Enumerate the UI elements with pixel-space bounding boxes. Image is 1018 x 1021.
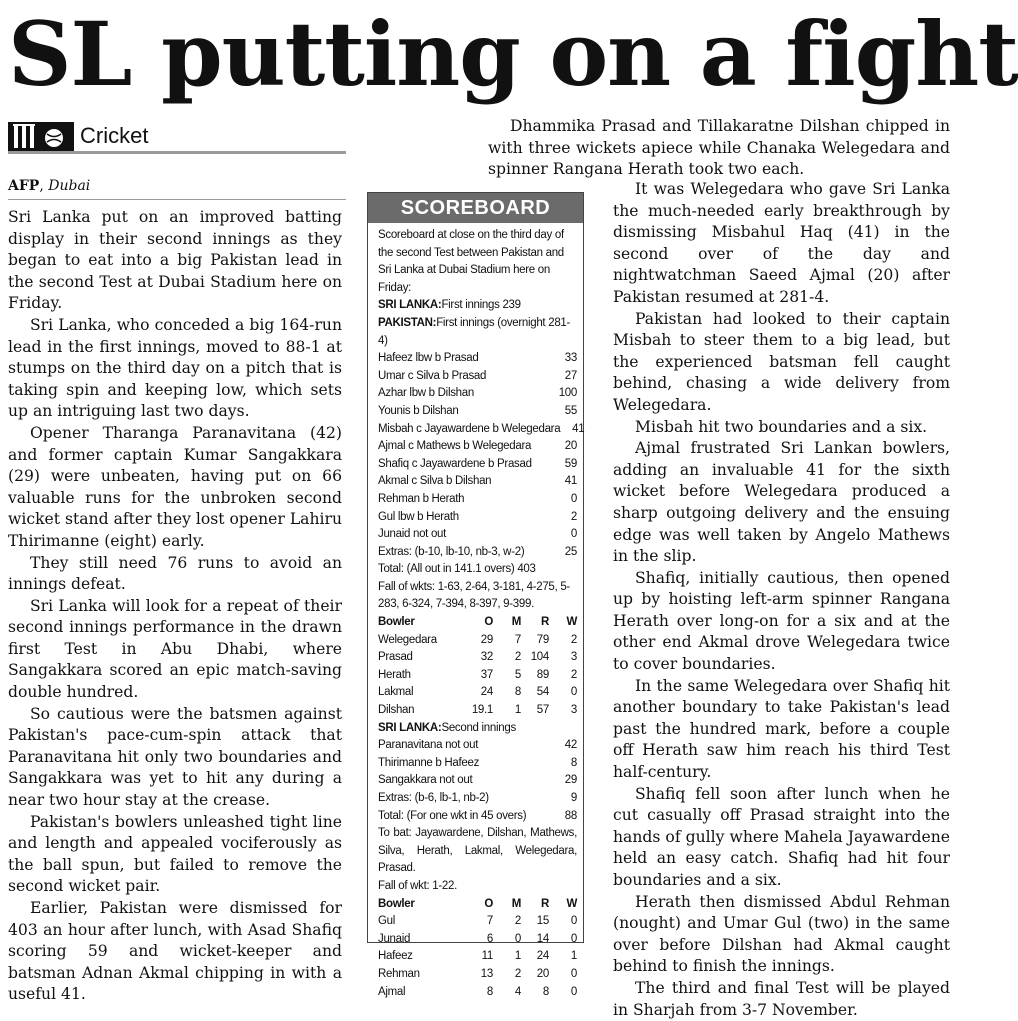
- wickets: 3: [570, 704, 577, 717]
- batting-row: [378, 808, 577, 826]
- wickets: 2: [570, 633, 577, 646]
- article-column-1: [8, 207, 342, 1006]
- runs: 2: [570, 510, 577, 523]
- byline-place: Dubai: [48, 178, 91, 194]
- runs: 57: [536, 704, 549, 717]
- bowler: Gul: [378, 915, 395, 928]
- maidens: 1: [514, 704, 521, 717]
- sl-second-innings: [378, 720, 577, 738]
- paragraph: Opener Tharanga Paranavitana (42) and former captain Kumar Sangakkara (29) were unbeaten, having put on 66 valuable runs for the unbroken second wicket stand after they lost opener Lahiru Thirimanne (eight) early.: [8, 423, 342, 550]
- batsman: Gul lbw b Herath: [378, 510, 459, 523]
- batting-row: [378, 509, 577, 527]
- article-column-3: [613, 179, 950, 1021]
- batting-row: [378, 403, 577, 421]
- byline-rule: [8, 199, 346, 200]
- runs: 41: [572, 422, 585, 435]
- pak-fall-of-wickets: Fall of wkts: 1-63, 2-64, 3-181, 4-275, 5-283, 6-324, 7-394, 8-397, 9-399.: [378, 580, 570, 611]
- runs: 8: [542, 985, 549, 998]
- batting-row: [378, 491, 577, 509]
- batting-row: [378, 544, 577, 562]
- pak-total: Total: (All out in 141.1 overs) 403: [378, 563, 536, 576]
- section-label: [8, 120, 148, 152]
- bowling-row: [378, 702, 577, 720]
- paragraph: The third and final Test will be played in Sharjah from 3-7 November.: [613, 978, 950, 1019]
- overs: 7: [486, 915, 493, 928]
- runs: 27: [564, 369, 577, 382]
- runs: 79: [536, 633, 549, 646]
- article-column-2-top: [488, 116, 950, 181]
- runs: 89: [536, 668, 549, 681]
- col-wickets: W: [566, 897, 577, 910]
- batsman: Extras: (b-6, lb-1, nb-2): [378, 792, 489, 804]
- runs: 8: [570, 756, 577, 769]
- batsman: Misbah c Jayawardene b Welegedara: [378, 422, 561, 435]
- byline: AFP, Dubai: [8, 178, 91, 194]
- paragraph: Sri Lanka put on an improved batting display in their second innings as they began to eat into a big Pakistan lead in the second Test at Dubai Stadium here on Friday.: [8, 208, 342, 313]
- paragraph: It was Welegedara who gave Sri Lanka the much-needed early breakthrough by dismissing Misbahul Haq (41) in the second over of the day and nightwatchman Saeed Ajmal (20) after Pakistan resumed at 281-4.: [613, 180, 950, 306]
- maidens: 2: [514, 967, 521, 980]
- batting-row: [378, 438, 577, 456]
- runs: 0: [570, 492, 577, 505]
- scoreboard-intro: Scoreboard at close on the third day of the second Test between Pakistan and Sri Lanka at Dubai Stadium here on Friday:: [378, 229, 564, 294]
- batsman: Sangakkara not out: [378, 774, 473, 787]
- batsman: Thirimanne b Hafeez: [378, 756, 480, 769]
- batsman: Paranavitana not out: [378, 739, 479, 752]
- paragraph: Pakistan had looked to their captain Misbah to steer them to a big lead, but the experienced batsman fell caught behind, chasing a wide delivery from Welegedara.: [613, 309, 950, 414]
- bowler: Ajmal: [378, 985, 406, 998]
- maidens: 5: [514, 668, 521, 681]
- batting-row: [378, 473, 577, 491]
- runs: 42: [564, 739, 577, 752]
- batting-row: [378, 737, 577, 755]
- col-wickets: W: [566, 616, 577, 629]
- maidens: 0: [514, 932, 521, 945]
- batsman: Azhar lbw b Dilshan: [378, 387, 474, 400]
- paragraph: Earlier, Pakistan were dismissed for 403 an hour after lunch, with Asad Shafiq scoring 59 and wicket-keeper and batsman Adnan Akmal chipping in with a useful 41.: [8, 899, 342, 1004]
- runs: 104: [530, 651, 549, 664]
- innings-summary: First innings 239: [441, 299, 521, 312]
- scoreboard-body: [368, 223, 583, 1001]
- batsman: Junaid not out: [378, 528, 447, 541]
- bowler: Rehman: [378, 967, 420, 980]
- batsman: Akmal c Silva b Dilshan: [378, 475, 492, 488]
- overs: 6: [486, 932, 493, 945]
- batting-row: [378, 456, 577, 474]
- bowling-row: [378, 667, 577, 685]
- section-rule: [8, 151, 346, 154]
- bowling-row: [378, 684, 577, 702]
- bowling-header: [378, 896, 577, 914]
- pak-batting-table: [378, 350, 585, 561]
- paragraph: Dhammika Prasad and Tillakaratne Dilshan chipped in with three wickets apiece while Chanaka Welegedara and spinner Rangana Herath took two each.: [488, 117, 950, 179]
- runs: 59: [564, 457, 577, 470]
- batsman: Hafeez lbw b Prasad: [378, 352, 479, 365]
- maidens: 2: [514, 651, 521, 664]
- paragraph: Sri Lanka, who conceded a big 164-run lead in the first innings, moved to 88-1 at stumps on the third day on a pitch that is taking spin and keeping low, which sets up an intriguing last two days.: [8, 315, 342, 421]
- batsman: Ajmal c Mathews b Welegedara: [378, 440, 532, 453]
- batsman: Extras: (b-10, lb-10, nb-3, w-2): [378, 545, 525, 558]
- runs: 100: [558, 387, 577, 400]
- runs: 55: [564, 404, 577, 417]
- runs: 25: [564, 545, 577, 558]
- byline-agency: AFP: [8, 178, 40, 194]
- runs: 9: [570, 792, 577, 804]
- pak-first-innings: [378, 315, 577, 350]
- maidens: 4: [514, 985, 521, 998]
- batting-row: [378, 790, 577, 808]
- bowling-row: [378, 931, 577, 949]
- sl-to-bat: To bat: Jayawardene, Dilshan, Mathews, Silva, Herath, Lakmal, Welegedara, Prasad.: [378, 827, 577, 875]
- batting-row: [378, 526, 577, 544]
- maidens: 7: [514, 633, 521, 646]
- col-bowler: Bowler: [378, 616, 415, 629]
- sl-batting-table: [378, 737, 577, 825]
- wickets: 3: [570, 651, 577, 664]
- overs: 8: [486, 985, 493, 998]
- bowler: Dilshan: [378, 704, 415, 717]
- cricket-stumps-ball-icon: [8, 120, 74, 152]
- batting-row: [378, 421, 585, 439]
- bowling-row: [378, 984, 577, 1002]
- paragraph: Shafiq fell soon after lunch when he cut casually off Prasad straight into the hands of gully where Mahela Jayawardene held an easy catch. Shafiq had hit four boundaries and a six.: [613, 784, 950, 889]
- batsman: Younis b Dilshan: [378, 404, 459, 417]
- scoreboard-title: SCOREBOARD: [368, 193, 583, 223]
- col-maidens: M: [511, 897, 521, 910]
- headline: SL putting on a fight: [8, 2, 1018, 106]
- bowler: Junaid: [378, 932, 411, 945]
- paragraph: Pakistan's bowlers unleashed tight line and length and appealed vociferously as the ball spun, but failed to remove the second wicket pair.: [8, 812, 342, 896]
- maidens: 2: [514, 915, 521, 928]
- paragraph: Shafiq, initially cautious, then opened up by hoisting left-arm spinner Rangana Herath over long-on for a six and at the other end Akmal drove Welegedara twice to cover boundaries.: [613, 568, 950, 674]
- wickets: 1: [570, 950, 577, 963]
- bowler: Herath: [378, 668, 411, 681]
- col-runs: R: [540, 616, 549, 629]
- wickets: 2: [570, 668, 577, 681]
- maidens: 1: [514, 950, 521, 963]
- batting-row: [378, 755, 577, 773]
- wickets: 0: [570, 985, 577, 998]
- bowler: Lakmal: [378, 686, 414, 699]
- wickets: 0: [570, 967, 577, 980]
- runs: 88: [564, 809, 577, 822]
- batsman: Rehman b Herath: [378, 492, 465, 505]
- batting-row: [378, 350, 577, 368]
- overs: 11: [481, 950, 493, 963]
- scoreboard-box: [367, 192, 585, 998]
- runs: 24: [536, 950, 549, 963]
- bowling-row: [378, 632, 577, 650]
- batting-row: [378, 385, 577, 403]
- paragraph: Misbah hit two boundaries and a six.: [635, 417, 928, 436]
- bowling-row: [378, 649, 577, 667]
- bowler: Hafeez: [378, 950, 413, 963]
- team-label: SRI LANKA:: [378, 299, 442, 312]
- runs: 20: [536, 967, 549, 980]
- runs: 0: [570, 528, 577, 541]
- overs: 29: [480, 633, 493, 646]
- bowling-header: [378, 614, 577, 632]
- paragraph: Herath then dismissed Abdul Rehman (nought) and Umar Gul (two) in the same over before Dilshan had Akmal caught behind to finish the innings.: [613, 892, 950, 976]
- runs: 41: [564, 475, 577, 488]
- overs: 19.1: [471, 704, 493, 717]
- paragraph: In the same Welegedara over Shafiq hit another boundary to take Pakistan's lead past the hundred mark, before a couple off Herath saw him reach his third Test half-century.: [613, 676, 950, 782]
- sl-fall-of-wickets: Fall of wkt: 1-22.: [378, 879, 457, 892]
- batsman: Umar c Silva b Prasad: [378, 369, 487, 382]
- runs: 14: [536, 932, 549, 945]
- innings-summary: First innings (overnight 281-4): [378, 316, 571, 347]
- batting-row: [378, 368, 577, 386]
- runs: 29: [564, 774, 577, 787]
- paragraph: Sri Lanka will look for a repeat of their second innings performance in the drawn first Test in Abu Dhabi, where Sangakkara scored an epic match-saving double hundred.: [8, 596, 342, 702]
- wickets: 0: [570, 915, 577, 928]
- batsman: Shafiq c Jayawardene b Prasad: [378, 457, 532, 470]
- maidens: 8: [514, 686, 521, 699]
- bowler: Prasad: [378, 651, 413, 664]
- runs: 20: [564, 440, 577, 453]
- paragraph: So cautious were the batsmen against Pakistan's pace-cum-spin attack that Paranavitana hit only two boundaries and Sangakkara was yet to hit any during a near two hour stay at the crease.: [8, 704, 342, 810]
- innings-summary: Second innings: [441, 721, 516, 734]
- col-maidens: M: [511, 616, 521, 629]
- bowling-row: [378, 966, 577, 984]
- paragraph: They still need 76 runs to avoid an innings defeat.: [8, 553, 342, 594]
- wickets: 0: [570, 686, 577, 699]
- wickets: 0: [570, 932, 577, 945]
- overs: 32: [480, 651, 493, 664]
- section-title: Cricket: [80, 123, 149, 148]
- paragraph: Ajmal frustrated Sri Lankan bowlers, adding an invaluable 41 for the sixth wicket before Welegedara produced a sharp outgoing delivery and the ensuing edge was well taken by Angelo Mathews in the slip.: [613, 439, 950, 566]
- runs: 54: [536, 686, 549, 699]
- team-label: SRI LANKA:: [378, 721, 442, 734]
- team-label: PAKISTAN:: [378, 316, 437, 329]
- col-overs: O: [484, 616, 493, 629]
- runs: 15: [536, 915, 549, 928]
- sl-bowling-table: [378, 614, 577, 720]
- col-runs: R: [540, 897, 549, 910]
- bowling-row: [378, 913, 577, 931]
- pak-bowling-table: [378, 896, 577, 1002]
- batsman: Total: (For one wkt in 45 overs): [378, 809, 527, 822]
- overs: 24: [480, 686, 493, 699]
- overs: 13: [480, 967, 493, 980]
- batting-row: [378, 772, 577, 790]
- col-bowler: Bowler: [378, 897, 415, 910]
- bowling-row: [378, 948, 577, 966]
- sl-first-innings: [378, 297, 577, 315]
- bowler: Welegedara: [378, 633, 437, 646]
- runs: 33: [564, 352, 577, 365]
- col-overs: O: [484, 897, 493, 910]
- overs: 37: [480, 668, 493, 681]
